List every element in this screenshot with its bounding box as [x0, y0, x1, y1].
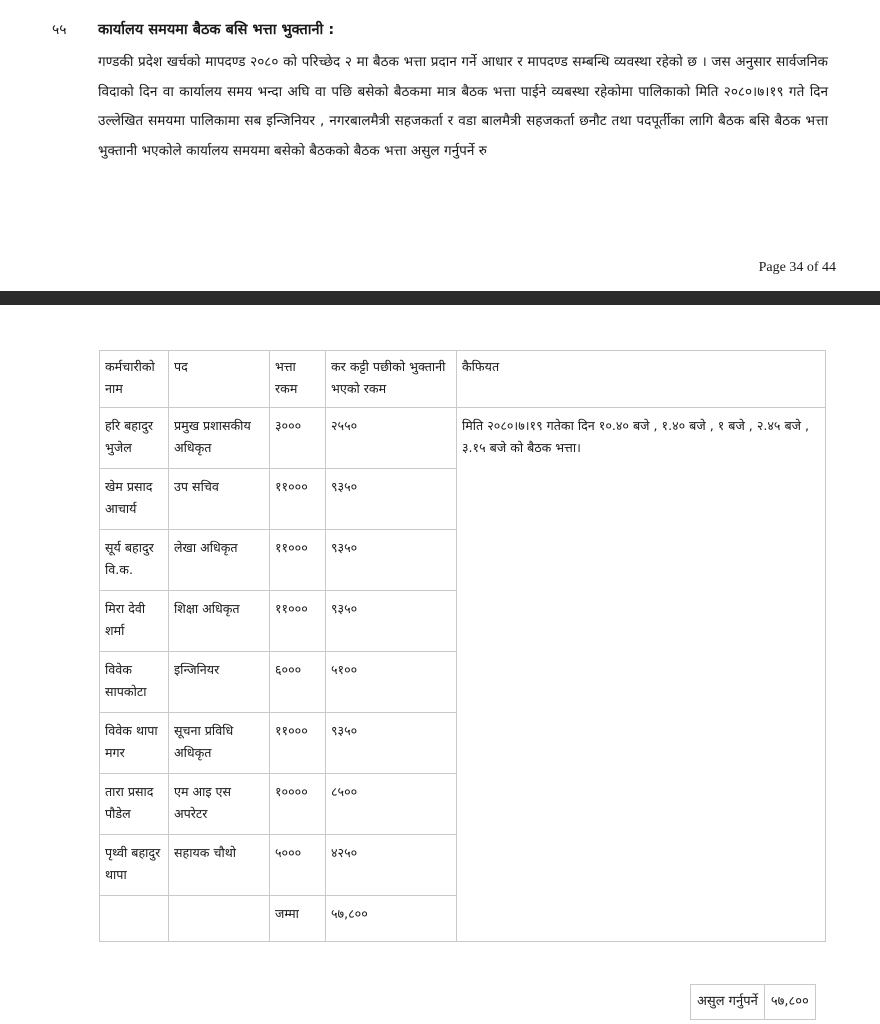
section-body: गण्डकी प्रदेश खर्चको मापदण्ड २०८० को परिच्छेद २ मा बैठक भत्ता प्रदान गर्ने आधार र मापदण्ड सम्बन्धि व्यवस्था रहेको छ । जस अनुसार सार्वजनिक विदाको दिन वा कार्यालय समय भन्दा अघि वा पछि बसेको बैठकमा मात्र बैठक भत्ता पाईने व्यबस्था रहेकोमा पालिकाको मिति २०८०।७।१९ गते दिन उल्लेखित समयमा पालिकामा सब इन्जिनियर , नगरबालमैत्री सहजकर्ता र वडा बालमैत्री सहजकर्ता छनौट तथा पदपूर्तीका लागि बैठक बसि बैठक भत्ता भुक्तानी भएकोले कार्यालय समयमा बसेको बैठकको बैठक भत्ता असुल गर्नुपर्ने रु: [98, 54, 828, 159]
page-number: Page 34 of 44: [758, 260, 836, 275]
section-number: ५५: [52, 22, 67, 38]
cell-allowance: ११०००: [270, 591, 326, 652]
cell-net: ९३५०: [326, 713, 457, 774]
cell-post: लेखा अधिकृत: [169, 530, 270, 591]
recovery-value: ५७,८००: [764, 985, 815, 1020]
recovery-label: असुल गर्नुपर्ने: [691, 985, 765, 1020]
cell-empty: [169, 896, 270, 942]
header-allowance: भत्ता रकम: [270, 351, 326, 408]
table-row: [100, 408, 826, 469]
cell-post: शिक्षा अधिकृत: [169, 591, 270, 652]
page-separator: [0, 291, 880, 305]
cell-post: सहायक चौथो: [169, 835, 270, 896]
cell-remarks: मिति २०८०।७।१९ गतेका दिन १०.४० बजे , १.४० बजे , १ बजे , २.४५ बजे , ३.१५ बजे को बैठक भत्ता।: [457, 408, 826, 942]
cell-allowance: ११०००: [270, 530, 326, 591]
previous-page-bottom: [0, 0, 880, 292]
cell-allowance: १००००: [270, 774, 326, 835]
cell-allowance: ११०००: [270, 713, 326, 774]
cell-net: ५१००: [326, 652, 457, 713]
cell-name: मिरा देवी शर्मा: [100, 591, 169, 652]
cell-name: खेम प्रसाद आचार्य: [100, 469, 169, 530]
cell-name: विवेक सापकोटा: [100, 652, 169, 713]
cell-net: ८५००: [326, 774, 457, 835]
cell-post: प्रमुख प्रशासकीय अधिकृत: [169, 408, 270, 469]
cell-empty: [100, 896, 169, 942]
header-remarks: कैफियत: [457, 351, 826, 408]
header-employee-name: कर्मचारीको नाम: [100, 351, 169, 408]
cell-allowance: ५०००: [270, 835, 326, 896]
cell-net: ९३५०: [326, 469, 457, 530]
header-net-paid: कर कट्टी पछीको भुक्तानी भएको रकम: [326, 351, 457, 408]
header-post: पद: [169, 351, 270, 408]
cell-post: उप सचिव: [169, 469, 270, 530]
cell-net: ९३५०: [326, 530, 457, 591]
cell-name: विवेक थापा मगर: [100, 713, 169, 774]
cell-allowance: ६०००: [270, 652, 326, 713]
cell-post: सूचना प्रविधि अधिकृत: [169, 713, 270, 774]
cell-net: ९३५०: [326, 591, 457, 652]
cell-allowance: ११०००: [270, 469, 326, 530]
cell-name: पृथ्वी बहादुर थापा: [100, 835, 169, 896]
total-value: ५७,८००: [326, 896, 457, 942]
cell-post: एम आइ एस अपरेटर: [169, 774, 270, 835]
allowance-table: [99, 350, 826, 942]
recovery-summary: [690, 984, 816, 1020]
cell-name: सूर्य बहादुर वि.क.: [100, 530, 169, 591]
cell-name: तारा प्रसाद पौडेल: [100, 774, 169, 835]
cell-post: इन्जिनियर: [169, 652, 270, 713]
cell-allowance: ३०००: [270, 408, 326, 469]
section-title: कार्यालय समयमा बैठक बसि भत्ता भुक्तानी :: [98, 22, 335, 38]
table-header-row: [100, 351, 826, 408]
cell-net: ४२५०: [326, 835, 457, 896]
cell-name: हरि बहादुर भुजेल: [100, 408, 169, 469]
cell-net: २५५०: [326, 408, 457, 469]
total-label: जम्मा: [270, 896, 326, 942]
